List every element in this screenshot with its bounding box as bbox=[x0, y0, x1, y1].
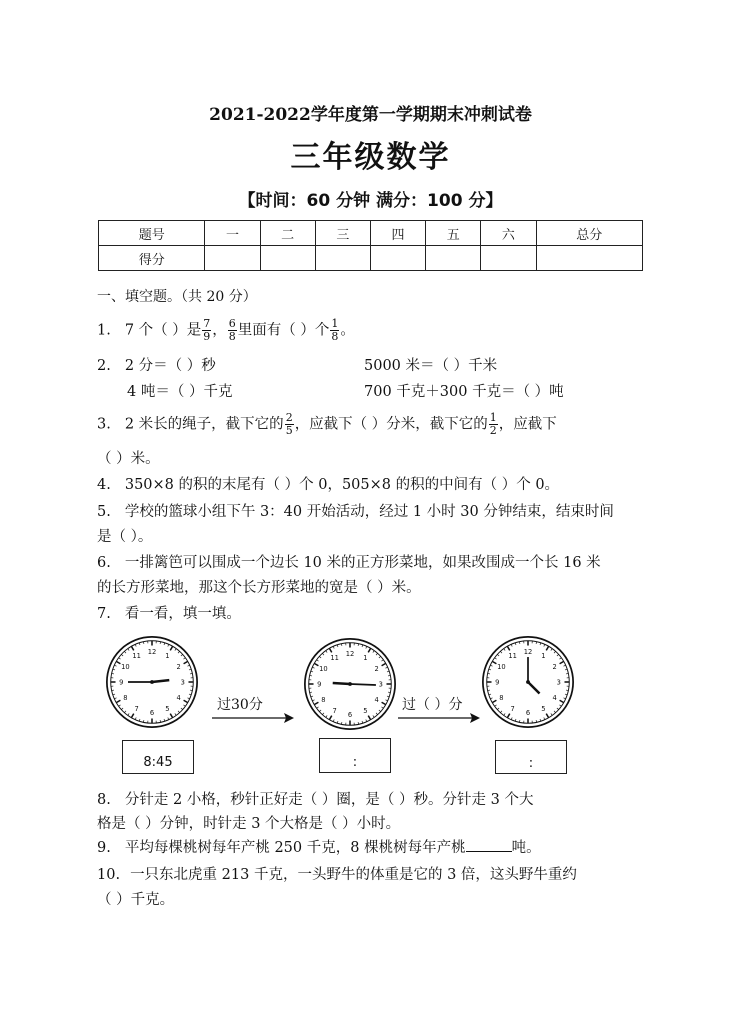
score-cell: 三 bbox=[315, 221, 370, 246]
question-5-line2: 是（ ）。 bbox=[97, 529, 153, 545]
svg-text:11: 11 bbox=[330, 653, 339, 662]
section-title: 一、填空题。（共 20 分） bbox=[97, 289, 257, 305]
answer-blank[interactable] bbox=[466, 839, 512, 852]
question-number: 6. bbox=[97, 555, 111, 571]
score-input-cell[interactable] bbox=[370, 246, 425, 271]
hour-hand bbox=[333, 683, 350, 684]
question-7 bbox=[97, 602, 241, 623]
score-label-cell: 得分 bbox=[99, 246, 205, 271]
svg-text:7: 7 bbox=[134, 705, 139, 714]
q7-text: 看一看，填一填。 bbox=[124, 606, 241, 622]
svg-text:7: 7 bbox=[510, 705, 515, 714]
score-cell: 四 bbox=[370, 221, 425, 246]
exam-info: 【时间：60 分钟 满分：100 分】 bbox=[238, 191, 503, 211]
score-input-cell[interactable] bbox=[205, 246, 260, 271]
school-year-title: 2021-2022学年度第一学期期末冲刺试卷 bbox=[209, 105, 532, 125]
question-2-d: 700 千克＋300 千克＝（ ）吨 bbox=[364, 384, 564, 400]
svg-text:10: 10 bbox=[121, 663, 130, 672]
svg-text:10: 10 bbox=[497, 663, 506, 672]
question-10-line2: （ ）千克。 bbox=[97, 892, 175, 908]
q6-text-line1: 一排篱笆可以围成一个边长 10 米的正方形菜地，如果改围成一个长 16 米 bbox=[124, 555, 601, 571]
svg-text:9: 9 bbox=[317, 680, 322, 689]
question-number: 8. bbox=[97, 792, 111, 808]
svg-text:5: 5 bbox=[363, 707, 368, 716]
fraction bbox=[202, 318, 211, 343]
question-10 bbox=[97, 863, 577, 884]
q10-text-line1: 一只东北虎重 213 千克，一头野牛的体重是它的 3 倍，这头野牛重约 bbox=[130, 867, 577, 883]
q4-text: 350×8 的积的末尾有（ ）个 0，505×8 的积的中间有（ ）个 0。 bbox=[124, 477, 560, 493]
svg-text:2: 2 bbox=[176, 663, 181, 672]
hour-hand bbox=[528, 682, 540, 694]
question-2-c: 4 吨＝（ ）千克 bbox=[127, 384, 233, 400]
svg-text:2: 2 bbox=[374, 665, 379, 674]
svg-text:4: 4 bbox=[552, 693, 557, 702]
numerator: 6 bbox=[228, 317, 236, 330]
svg-text:3: 3 bbox=[378, 680, 383, 689]
numerator: 2 bbox=[285, 411, 293, 424]
question-number: 3. bbox=[97, 416, 111, 433]
q5-text-line1: 学校的篮球小组下午 3：40 开始活动，经过 1 小时 30 分钟结束，结束时间 bbox=[124, 504, 614, 520]
q9-text-b: 吨。 bbox=[511, 840, 541, 856]
clock-icon bbox=[302, 636, 398, 732]
q1-text-b: ， bbox=[212, 322, 227, 339]
score-cell: 一 bbox=[205, 221, 260, 246]
score-table-score-row bbox=[99, 246, 643, 271]
svg-text:4: 4 bbox=[374, 695, 379, 704]
q3-text-c: ，应截下 bbox=[498, 416, 557, 433]
svg-text:7: 7 bbox=[332, 707, 337, 716]
score-input-cell[interactable] bbox=[536, 246, 642, 271]
denominator: 8 bbox=[331, 330, 339, 343]
denominator: 5 bbox=[285, 424, 293, 437]
score-cell: 六 bbox=[481, 221, 536, 246]
svg-text:6: 6 bbox=[525, 709, 531, 718]
q1-text-d: 。 bbox=[340, 322, 355, 339]
question-2-b: 5000 米＝（ ）千米 bbox=[364, 358, 498, 374]
arrow-label-2: 过（ ）分 bbox=[402, 697, 463, 713]
fraction bbox=[489, 412, 498, 437]
right-arrow-icon bbox=[396, 712, 482, 724]
clock-icon bbox=[104, 634, 200, 730]
question-number: 5. bbox=[97, 504, 111, 520]
question-6-line2: 的长方形菜地，那这个长方形菜地的宽是（ ）米。 bbox=[97, 580, 421, 596]
fraction bbox=[285, 412, 294, 437]
score-input-cell[interactable] bbox=[481, 246, 536, 271]
svg-text:1: 1 bbox=[541, 651, 546, 660]
right-arrow-icon bbox=[210, 712, 296, 724]
svg-text:5: 5 bbox=[165, 705, 170, 714]
svg-text:2: 2 bbox=[552, 663, 557, 672]
denominator: 9 bbox=[203, 330, 211, 343]
q1-text-c: 里面有（ ）个 bbox=[237, 322, 330, 339]
question-number: 1. bbox=[97, 322, 111, 339]
svg-text:4: 4 bbox=[176, 693, 181, 702]
score-cell: 总分 bbox=[536, 221, 642, 246]
score-cell: 题号 bbox=[99, 221, 205, 246]
q3-text-a: 2 米长的绳子，截下它的 bbox=[124, 416, 284, 433]
hour-hand bbox=[152, 680, 169, 682]
question-3-line2: （ ）米。 bbox=[97, 451, 160, 467]
svg-text:8: 8 bbox=[499, 693, 504, 702]
time-box-3[interactable]: : bbox=[495, 740, 567, 774]
question-9 bbox=[97, 836, 541, 857]
question-4 bbox=[97, 473, 559, 494]
svg-text:11: 11 bbox=[508, 651, 517, 660]
fraction bbox=[330, 318, 339, 343]
svg-text:3: 3 bbox=[180, 678, 185, 687]
svg-text:8: 8 bbox=[321, 695, 326, 704]
svg-text:11: 11 bbox=[132, 651, 141, 660]
question-1 bbox=[97, 318, 355, 343]
question-number: 2. bbox=[97, 358, 111, 374]
question-6 bbox=[97, 551, 601, 572]
score-input-cell[interactable] bbox=[426, 246, 481, 271]
fraction bbox=[228, 318, 237, 343]
numerator: 7 bbox=[203, 317, 211, 330]
svg-text:3: 3 bbox=[556, 678, 561, 687]
numerator: 1 bbox=[489, 411, 497, 424]
svg-text:10: 10 bbox=[319, 665, 328, 674]
svg-text:1: 1 bbox=[363, 653, 368, 662]
svg-text:1: 1 bbox=[165, 651, 170, 660]
question-number: 7. bbox=[97, 606, 111, 622]
q8-text-line1: 分针走 2 小格，秒针正好走（ ）圈，是（ ）秒。分针走 3 个大 bbox=[124, 792, 534, 808]
svg-text:12: 12 bbox=[147, 647, 157, 656]
svg-text:9: 9 bbox=[495, 678, 500, 687]
svg-text:5: 5 bbox=[541, 705, 546, 714]
question-3 bbox=[97, 412, 557, 437]
svg-text:9: 9 bbox=[119, 678, 124, 687]
svg-text:12: 12 bbox=[523, 647, 533, 656]
svg-text:6: 6 bbox=[347, 711, 353, 720]
score-input-cell[interactable] bbox=[315, 246, 370, 271]
svg-text:12: 12 bbox=[345, 649, 355, 658]
q3-text-b: ，应截下（ ）分米，截下它的 bbox=[294, 416, 488, 433]
svg-text:8: 8 bbox=[123, 693, 128, 702]
question-number: 4. bbox=[97, 477, 111, 493]
denominator: 8 bbox=[228, 330, 236, 343]
subject-title: 三年级数学 bbox=[290, 140, 451, 175]
question-5 bbox=[97, 500, 614, 521]
numerator: 1 bbox=[331, 317, 339, 330]
q2-text-a: 2 分＝（ ）秒 bbox=[124, 358, 216, 374]
score-input-cell[interactable] bbox=[260, 246, 315, 271]
clock-icon bbox=[480, 634, 576, 730]
q1-text-a: 7 个（ ）是 bbox=[124, 322, 202, 339]
arrow-label-1: 过30分 bbox=[217, 697, 263, 713]
q9-text-a: 平均每棵桃树每年产桃 250 千克，8 棵桃树每年产桃 bbox=[124, 840, 466, 856]
denominator: 2 bbox=[489, 424, 497, 437]
score-table bbox=[98, 220, 643, 271]
svg-text:6: 6 bbox=[149, 709, 155, 718]
score-cell: 五 bbox=[426, 221, 481, 246]
score-cell: 二 bbox=[260, 221, 315, 246]
question-number: 10. bbox=[97, 867, 121, 883]
time-box-2[interactable]: : bbox=[319, 738, 391, 773]
question-2-line1 bbox=[97, 354, 216, 375]
question-number: 9. bbox=[97, 840, 111, 856]
time-box-1: 8:45 bbox=[122, 740, 194, 774]
minute-hand bbox=[350, 684, 376, 685]
score-table-header-row bbox=[99, 221, 643, 246]
question-8-line2: 格是（ ）分钟，时针走 3 个大格是（ ）小时。 bbox=[97, 816, 401, 832]
question-8 bbox=[97, 788, 533, 809]
